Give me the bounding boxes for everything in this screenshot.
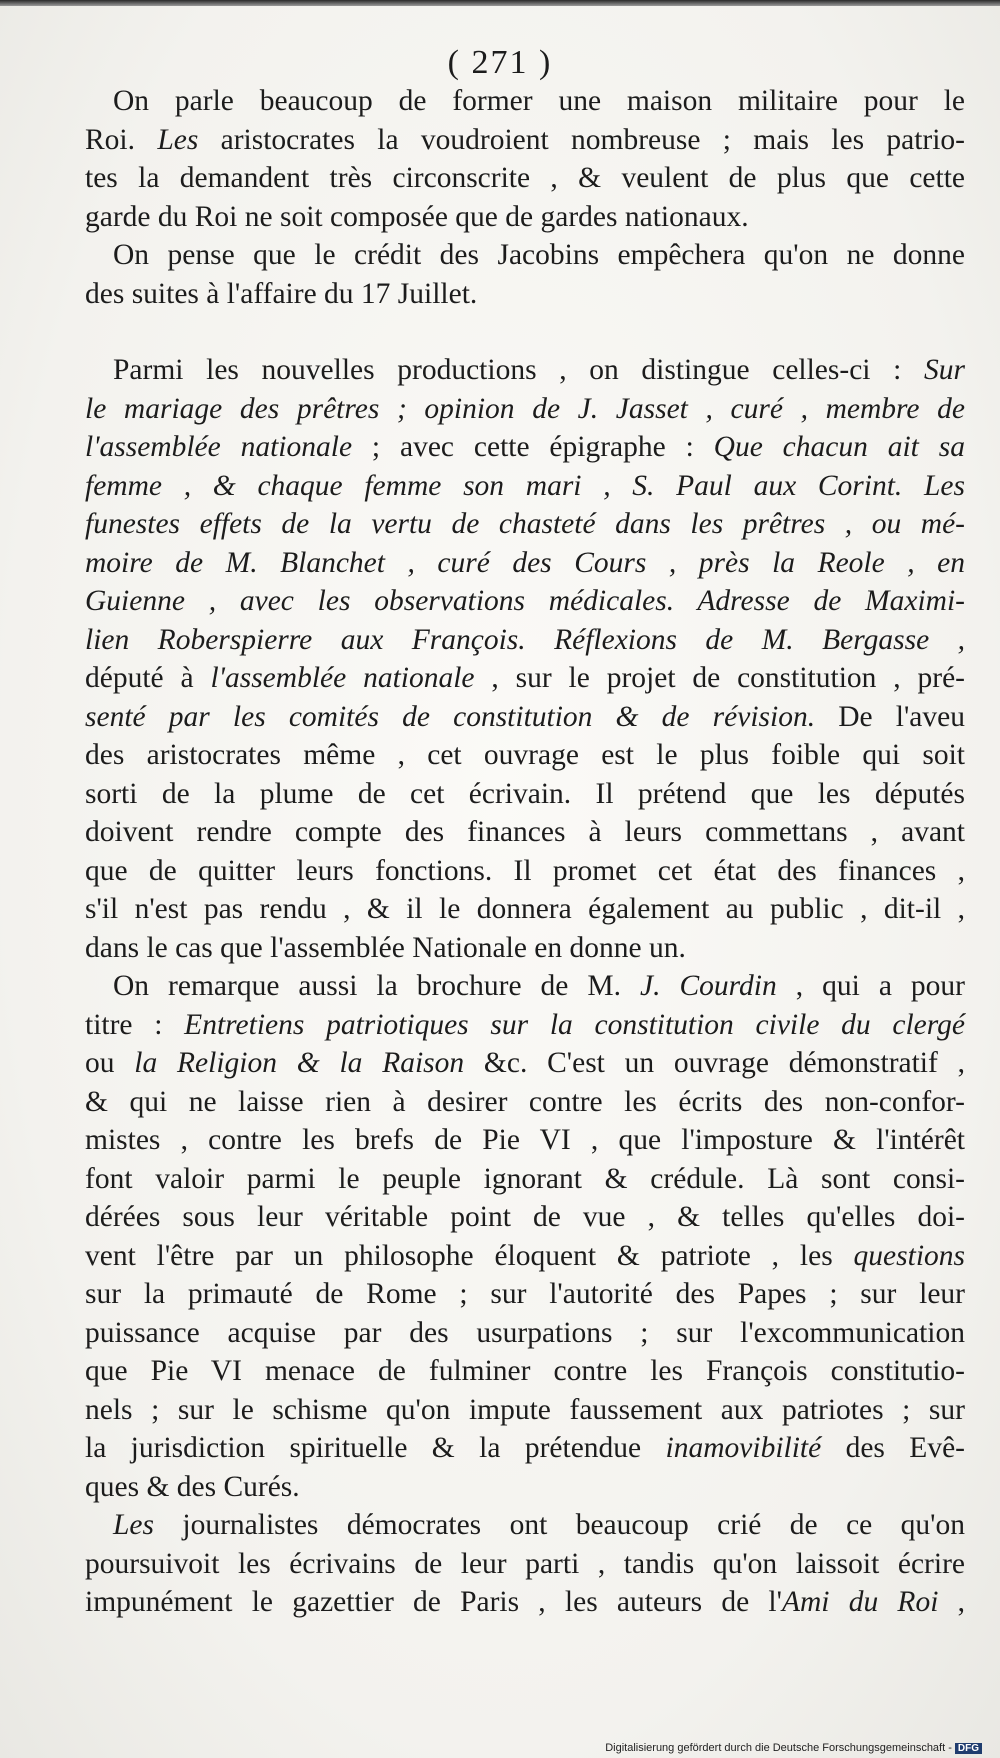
- text-line: le mariage des prêtres ; opinion de J. Jasset , curé , membre de: [85, 392, 965, 425]
- text-line: garde du Roi ne soit composée que de gardes nationaux.: [85, 200, 749, 233]
- body-text: [85, 82, 965, 1622]
- text-line: ques & des Curés.: [85, 1470, 300, 1503]
- text-line: l'assemblée nationale ; avec cette épigraphe : Que chacun ait sa: [85, 431, 965, 463]
- text-line: font valoir parmi le peuple ignorant & crédule. Là sont consi-: [85, 1162, 965, 1195]
- text-line: député à l'assemblée nationale , sur le projet de constitution , pré-: [85, 662, 965, 694]
- text-line: puissance acquise par des usurpations ; sur l'excommunication: [85, 1316, 965, 1349]
- text-line: moire de M. Blanchet , curé des Cours , près la Reole , en: [85, 546, 965, 579]
- text-line: lien Roberspierre aux François. Réflexions de M. Bergasse ,: [85, 623, 965, 656]
- text-line: senté par les comités de constitution & de révision. De l'aveu: [85, 700, 965, 733]
- text-line: ou la Religion & la Raison &c. C'est un ouvrage démonstratif ,: [85, 1047, 965, 1079]
- text-line: dans le cas que l'assemblée Nationale en donne un.: [85, 931, 686, 964]
- text-line: femme , & chaque femme son mari , S. Paul aux Corint. Les: [85, 469, 965, 502]
- text-line: On parle beaucoup de former une maison militaire pour le: [113, 85, 965, 117]
- text-line: des suites à l'affaire du 17 Juillet.: [85, 277, 478, 310]
- footer-credit: Digitalisierung gefördert durch die Deutsche Forschungsgemeinschaft -: [605, 1742, 952, 1754]
- text-line: dérées sous leur véritable point de vue , & telles qu'elles doi-: [85, 1201, 965, 1233]
- text-line: Guienne , avec les observations médicales. Adresse de Maximi-: [85, 585, 965, 617]
- text-line: & qui ne laisse rien à desirer contre les écrits des non-confor-: [85, 1085, 965, 1118]
- text-line: Parmi les nouvelles productions , on distingue celles-ci : Sur: [113, 354, 965, 386]
- text-line: s'il n'est pas rendu , & il le donnera également au public , dit-il ,: [85, 893, 965, 925]
- text-line: sorti de la plume de cet écrivain. Il prétend que les députés: [85, 777, 965, 810]
- paragraph: [85, 1506, 965, 1622]
- text-line: que Pie VI menace de fulminer contre les François constitutio-: [85, 1355, 965, 1387]
- text-line: doivent rendre compte des finances à leurs commettans , avant: [85, 816, 965, 848]
- text-line: titre : Entretiens patriotiques sur la constitution civile du clergé: [85, 1008, 965, 1041]
- paragraph: [85, 236, 965, 313]
- page-number: ( 271 ): [447, 44, 553, 81]
- text-line: des aristocrates même , cet ouvrage est le plus foible qui soit: [85, 739, 965, 771]
- paragraph: [85, 967, 965, 1506]
- text-line: nels ; sur le schisme qu'on impute faussement aux patriotes ; sur: [85, 1393, 965, 1426]
- text-line: funestes effets de la vertu de chasteté dans les prêtres , ou mé-: [85, 508, 965, 540]
- text-line: Roi. Les aristocrates la voudroient nombreuse ; mais les patrio-: [85, 123, 966, 156]
- text-line: mistes , contre les brefs de Pie VI , que l'imposture & l'intérêt: [85, 1124, 965, 1156]
- text-line: la jurisdiction spirituelle & la prétendue inamovibilité des Evê-: [85, 1432, 965, 1464]
- paragraph: [85, 82, 965, 236]
- text-line: sur la primauté de Rome ; sur l'autorité des Papes ; sur leur: [85, 1278, 965, 1310]
- text-line: On pense que le crédit des Jacobins empêchera qu'on ne donne: [113, 239, 965, 271]
- top-edge-shadow: [0, 0, 1000, 6]
- text-line: tes la demandent très circonscrite , & veulent de plus que cette: [85, 162, 965, 194]
- text-line: que de quitter leurs fonctions. Il promet cet état des finances ,: [85, 854, 965, 887]
- text-line: vent l'être par un philosophe éloquent & patriote , les questions: [85, 1239, 965, 1272]
- paragraph: [85, 351, 965, 967]
- text-line: On remarque aussi la brochure de M. J. Courdin , qui a pour: [113, 970, 965, 1002]
- text-line: impunément le gazettier de Paris , les auteurs de l'Ami du Roi ,: [85, 1586, 965, 1618]
- text-line: poursuivoit les écrivains de leur parti , tandis qu'on laissoit écrire: [85, 1547, 965, 1580]
- digitization-footer: [605, 1742, 982, 1754]
- dfg-logo: DFG: [955, 1743, 982, 1754]
- text-line: Les journalistes démocrates ont beaucoup crié de ce qu'on: [113, 1509, 965, 1541]
